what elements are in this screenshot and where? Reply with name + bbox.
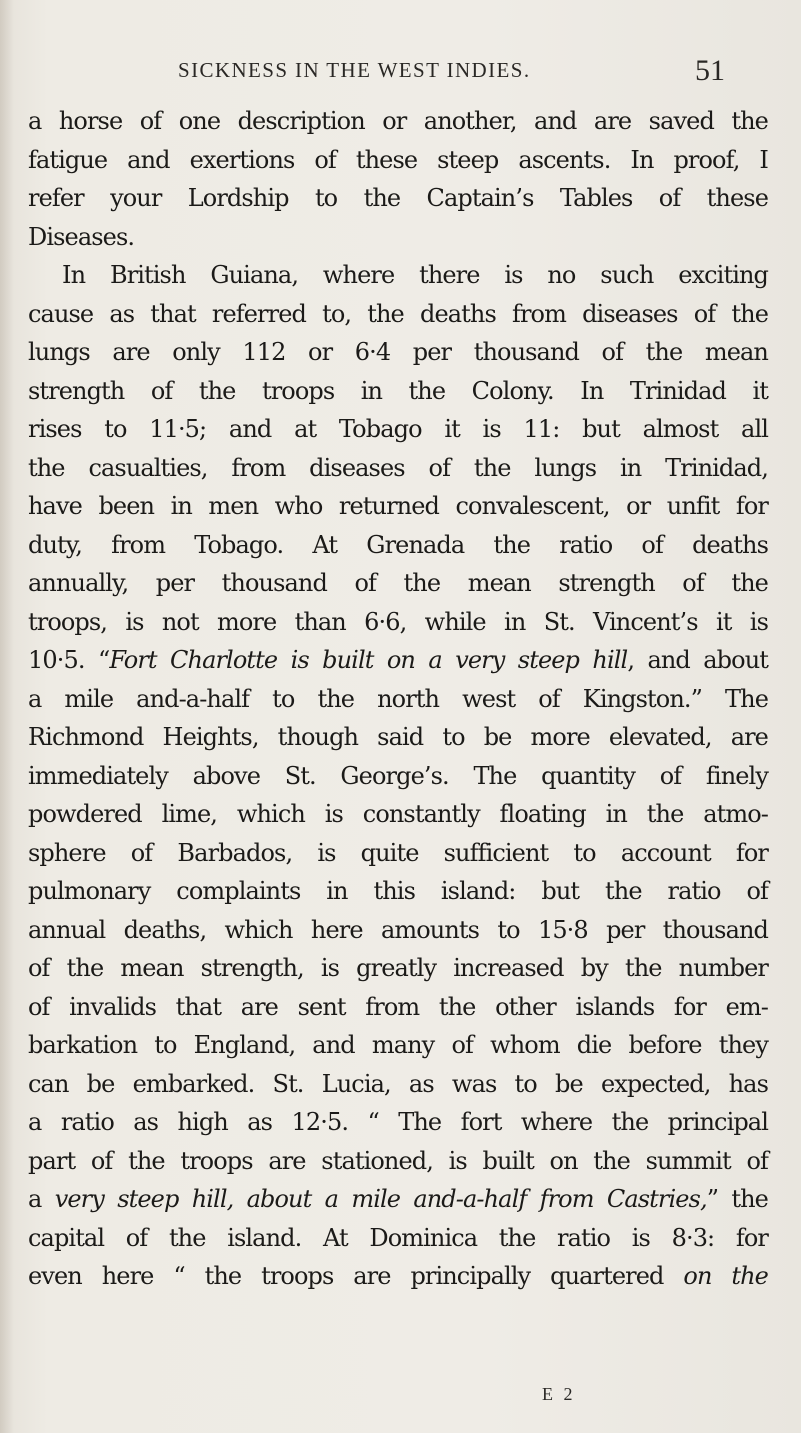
text-run: sphere of Barbados, is quite sufficient to account for [28,838,768,867]
text-line [28,256,768,295]
text-run: a mile and-a-half to the north west of Kingston.” The [28,684,768,713]
italic-text: on the [683,1262,768,1290]
running-title: SICKNESS IN THE WEST INDIES. [178,58,531,82]
text-run: a horse of one description or another, and are saved the [28,107,768,135]
text-line [28,988,768,1027]
text-line [28,872,768,911]
text-line [28,949,768,988]
text-run: troops, is not more than 6·6, while in St. Vincent’s it is [28,607,768,636]
text-run: barkation to England, and many of whom die before they [28,1031,768,1059]
paragraph [28,102,768,256]
body-text [28,102,768,1296]
text-run: annually, per thousand of the mean strength of the [28,569,768,597]
text-line [28,1065,768,1104]
text-run: a [28,1185,55,1213]
text-run: the casualties, from diseases of the lungs in Trinidad, [28,453,768,482]
text-run: of the mean strength, is greatly increased by the number [28,954,768,982]
italic-text: very steep hill, about a mile and-a-half from Castries, [54,1185,707,1213]
text-line [28,218,768,257]
text-run: powdered lime, which is constantly floating in the atmo- [28,800,768,828]
text-line [28,1142,768,1181]
page-number: 51 [695,54,725,87]
text-run: immediately above St. George’s. The quantity of finely [28,761,768,790]
text-run: , and about [627,646,768,674]
text-run: Richmond Heights, though said to be more elevated, are [28,723,768,751]
text-line [28,1026,768,1065]
text-line [28,641,768,680]
text-run: ” the [706,1185,768,1213]
text-line [28,295,768,334]
text-run: 10·5. “ [28,646,110,674]
paragraph [28,256,768,1296]
text-line [28,526,768,565]
text-line [28,102,768,141]
text-run: refer your Lordship to the Captain’s Tables of these [28,184,768,212]
text-line [28,372,768,411]
text-line [28,718,768,757]
text-run: cause as that referred to, the deaths from diseases of the [28,299,768,328]
text-run: part of the troops are stationed, is built on the summit of [28,1146,768,1175]
text-run: lungs are only 112 or 6·4 per thousand of the mean [28,338,768,366]
signature-mark: E 2 [542,1384,576,1404]
text-line [28,911,768,950]
text-line [28,757,768,796]
text-run: capital of the island. At Dominica the ratio is 8·3: for [28,1223,768,1252]
text-run: fatigue and exertions of these steep ascents. In proof, I [28,145,768,174]
text-run: pulmonary complaints in this island: but the ratio of [28,877,768,905]
text-run: of invalids that are sent from the other islands for em- [28,992,768,1021]
text-run: a ratio as high as 12·5. “ The fort where the principal [28,1108,768,1136]
text-line [28,834,768,873]
text-line [28,410,768,449]
running-header [0,54,801,88]
text-line [28,487,768,526]
text-run: annual deaths, which here amounts to 15·8 per thousand [28,915,768,944]
italic-text: Fort Charlotte is built on a very steep hill [109,646,628,674]
text-line [28,603,768,642]
text-line [28,795,768,834]
text-run: rises to 11·5; and at Tobago it is 11: but almost all [28,415,768,443]
text-line [28,141,768,180]
text-line [28,1180,768,1219]
text-run: have been in men who returned convalescent, or unfit for [28,492,768,520]
text-line [28,1257,768,1296]
text-run: duty, from Tobago. At Grenada the ratio of deaths [28,530,768,559]
text-line [28,179,768,218]
text-run: Diseases. [28,222,135,251]
text-line [28,1219,768,1258]
page-edge-shadow [0,0,14,1433]
text-line [28,680,768,719]
text-line [28,449,768,488]
text-line [28,333,768,372]
text-run: In British Guiana, where there is no such exciting [62,261,768,289]
text-run: can be embarked. St. Lucia, as was to be expected, has [28,1069,768,1098]
text-run: even here “ the troops are principally quartered [28,1262,684,1290]
text-line [28,564,768,603]
text-run: strength of the troops in the Colony. In Trinidad it [28,376,768,405]
text-line [28,1103,768,1142]
